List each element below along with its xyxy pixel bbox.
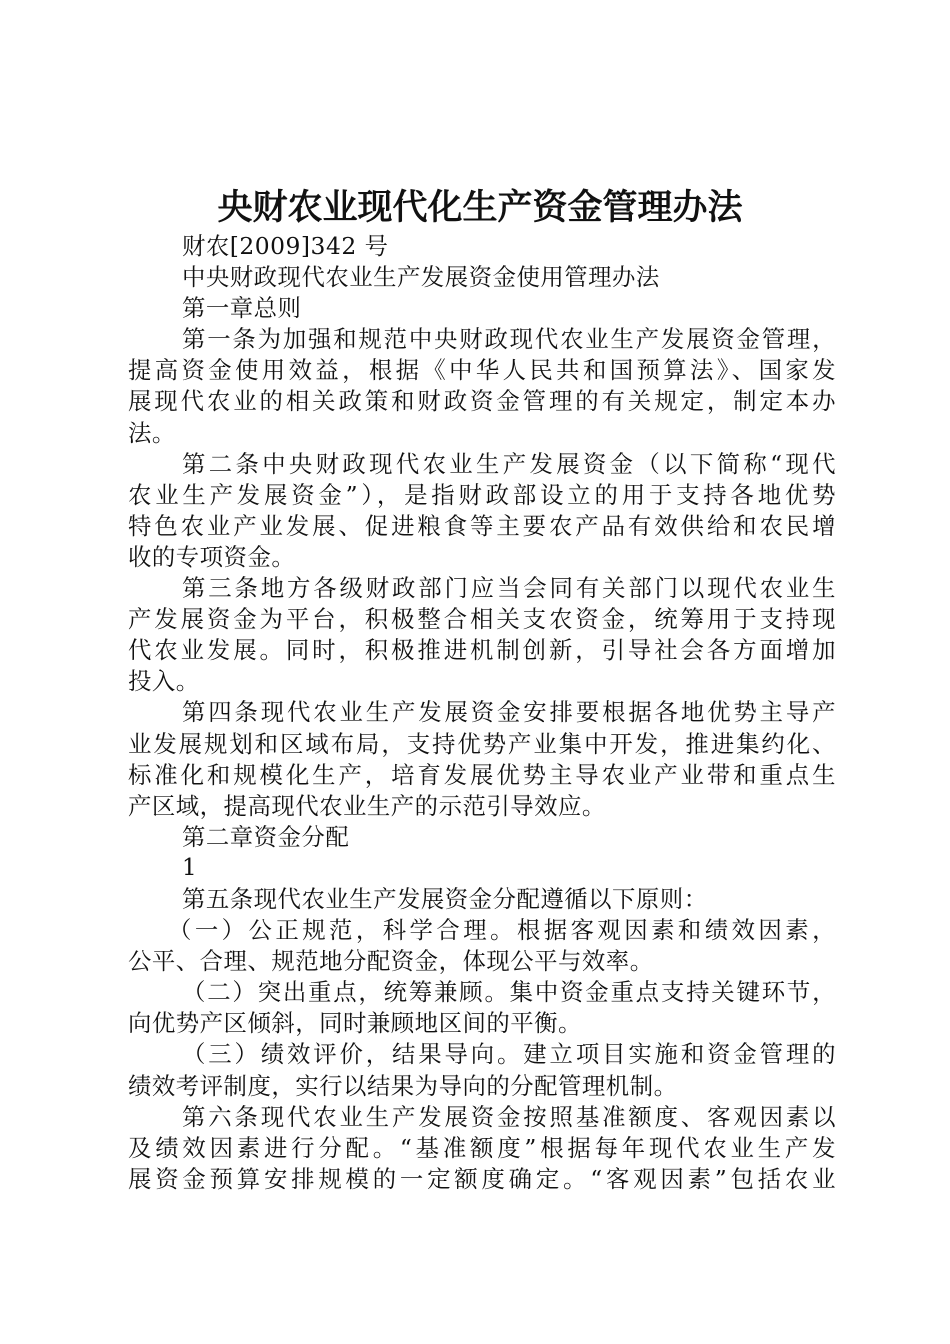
text-line: （二）突出重点，统筹兼顾。集中资金重点支持关键环节，	[182, 978, 836, 1007]
text-line: （一）公正规范，科学合理。根据客观因素和绩效因素，	[168, 916, 836, 945]
text-line: 代农业发展。同时，积极推进机制创新，引导社会各方面增加	[128, 636, 836, 665]
text-line: 特色农业产业发展、促进粮食等主要农产品有效供给和农民增	[128, 511, 836, 540]
chapter-heading: 第二章资金分配	[182, 822, 350, 851]
text-line: 第五条现代农业生产发展资金分配遵循以下原则：	[182, 884, 708, 913]
text-line: 第一条为加强和规范中央财政现代农业生产发展资金管理，	[182, 325, 836, 354]
text-line: 第四条现代农业生产发展资金安排要根据各地优势主导产	[182, 698, 836, 727]
document-body	[128, 231, 836, 1195]
text-line: 第二条中央财政现代农业生产发展资金（以下简称“现代	[182, 449, 836, 478]
text-line: 业发展规划和区域布局，支持优势产业集中开发，推进集约化、	[128, 729, 836, 758]
text-line: 向优势产区倾斜，同时兼顾地区间的平衡。	[128, 1009, 582, 1038]
text-line: 第三条地方各级财政部门应当会同有关部门以现代农业生	[182, 574, 836, 603]
text-line: 法。	[128, 418, 176, 447]
chapter-heading: 第一章总则	[182, 294, 302, 323]
text-line: 公平、合理、规范地分配资金，体现公平与效率。	[128, 947, 654, 976]
document-number: 财农[2009]342 号	[182, 232, 389, 260]
text-line: 农业生产发展资金”），是指财政部设立的用于支持各地优势	[128, 480, 836, 509]
text-line: 第六条现代农业生产发展资金按照基准额度、客观因素以	[182, 1102, 836, 1131]
document-title: 央财农业现代化生产资金管理办法	[217, 188, 743, 228]
text-line: 展资金预算安排规模的一定额度确定。“客观因素”包括农业	[128, 1164, 836, 1193]
text-line: 产发展资金为平台，积极整合相关支农资金，统筹用于支持现	[128, 605, 836, 634]
text-line: 提高资金使用效益，根据《中华人民共和国预算法》、国家发	[128, 356, 836, 385]
page-number: 1	[182, 854, 198, 881]
text-line: 产区域，提高现代农业生产的示范引导效应。	[128, 791, 606, 820]
text-line: 绩效考评制度，实行以结果为导向的分配管理机制。	[128, 1071, 678, 1100]
text-line: 展现代农业的相关政策和财政资金管理的有关规定，制定本办	[128, 387, 836, 416]
text-line: 及绩效因素进行分配。“基准额度”根据每年现代农业生产发	[128, 1133, 836, 1162]
text-line: 收的专项资金。	[128, 542, 296, 571]
text-line: （三）绩效评价，结果导向。建立项目实施和资金管理的	[182, 1040, 836, 1069]
subtitle: 中央财政现代农业生产发展资金使用管理办法	[182, 263, 660, 292]
text-line: 标准化和规模化生产，培育发展优势主导农业产业带和重点生	[128, 760, 836, 789]
text-line: 投入。	[128, 667, 200, 696]
